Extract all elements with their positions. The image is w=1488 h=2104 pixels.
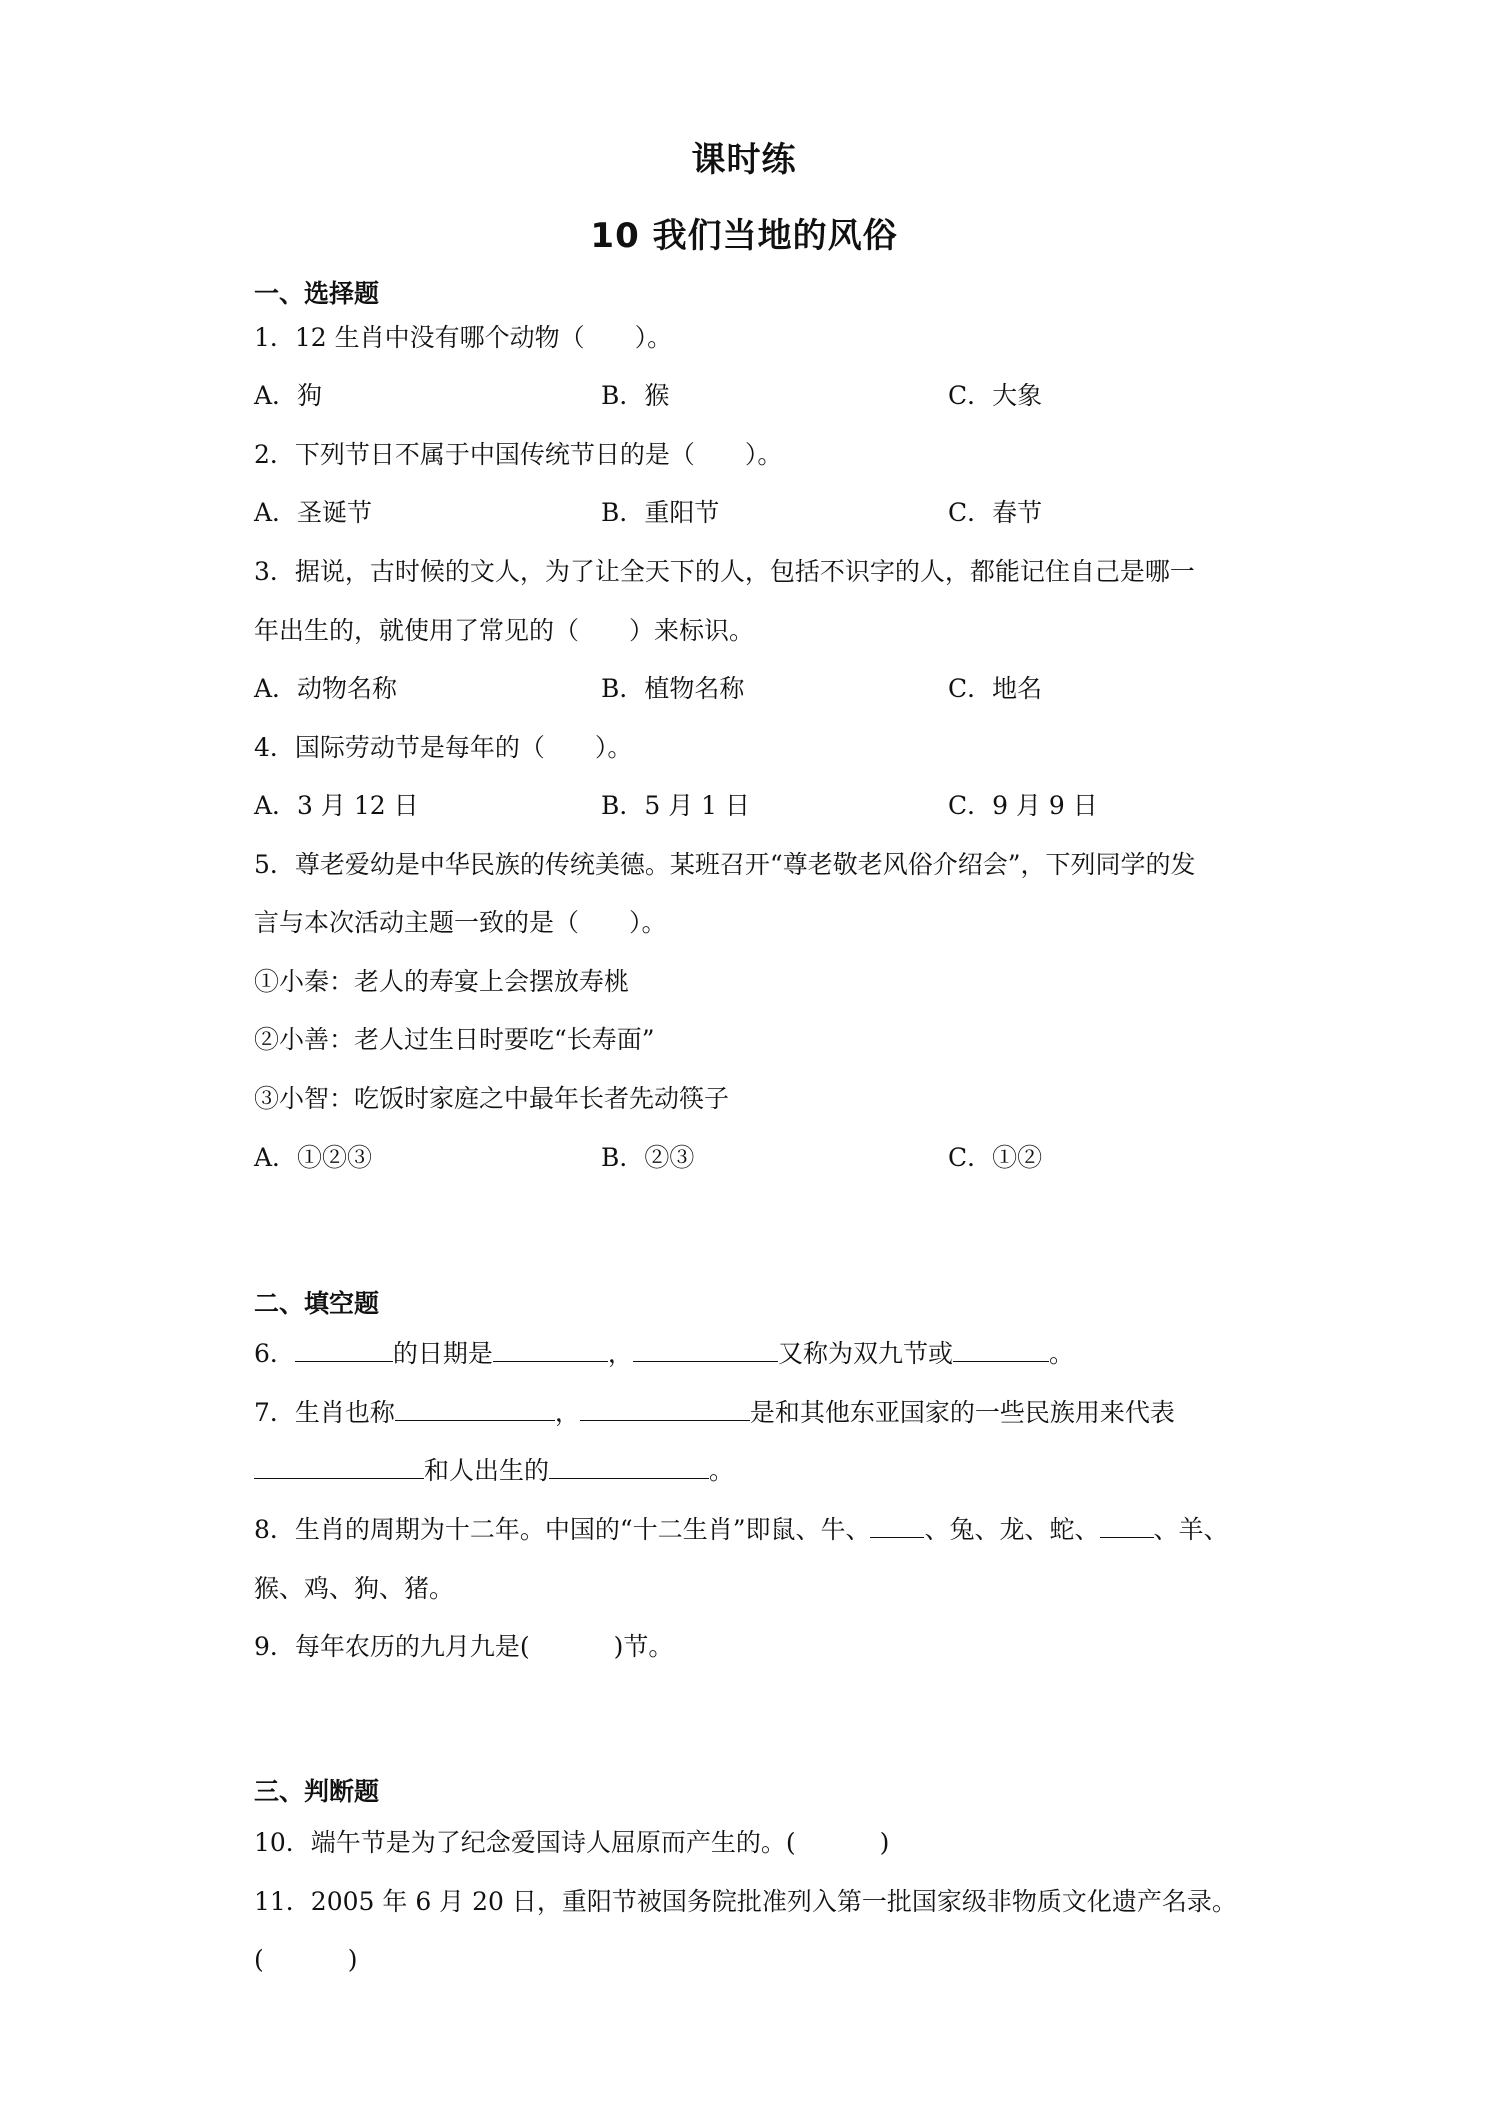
question-10-text: 10．端午节是为了纪念爱国诗人屈原而产生的。( <box>254 1828 796 1857</box>
answer-blank[interactable] <box>549 1456 709 1479</box>
section-heading-choice: 一、选择题 <box>254 279 380 308</box>
question-5-option-b: B．②③ <box>601 1143 695 1172</box>
question-5-stem-line-2: 言与本次活动主题一致的是（ ）。 <box>254 908 667 937</box>
question-11-line-1: 11．2005 年 6 月 20 日，重阳节被国务院批准列入第一批国家级非物质文化遗产名录。 <box>254 1887 1237 1916</box>
question-1-option-b: B．猴 <box>601 381 670 410</box>
question-2-option-a: A．圣诞节 <box>254 498 373 527</box>
answer-blank[interactable] <box>493 1339 608 1362</box>
answer-blank[interactable] <box>633 1339 778 1362</box>
question-2-stem: 2．下列节日不属于中国传统节日的是（ ）。 <box>254 440 783 469</box>
question-4-stem: 4．国际劳动节是每年的（ ）。 <box>254 733 633 762</box>
question-4-option-b: B．5 月 1 日 <box>601 791 751 820</box>
question-5-statement-2: ②小善：老人过生日时要吃“长寿面” <box>254 1025 655 1054</box>
question-2-option-c: C．春节 <box>948 498 1043 527</box>
question-6-text: ， <box>607 1339 633 1368</box>
question-6 <box>254 1339 1074 1369</box>
question-6-number: 6． <box>254 1339 295 1368</box>
answer-blank[interactable] <box>1100 1515 1154 1538</box>
question-10-text: ) <box>879 1828 890 1857</box>
question-7-text: 。 <box>709 1456 735 1485</box>
question-3-option-c: C．地名 <box>948 674 1043 703</box>
question-7-text: 是和其他东亚国家的一些民族用来代表 <box>749 1398 1175 1427</box>
page-subtitle: 10 我们当地的风俗 <box>590 216 898 256</box>
question-5-option-c: C．①② <box>948 1143 1043 1172</box>
question-8-line-1 <box>254 1515 1229 1545</box>
answer-blank[interactable] <box>953 1339 1049 1362</box>
question-8-line-2: 猴、鸡、狗、猪。 <box>254 1574 455 1603</box>
section-heading-judge: 三、判断题 <box>254 1777 380 1806</box>
question-3-stem-line-1: 3．据说，古时候的文人，为了让全天下的人，包括不识字的人，都能记住自己是哪一 <box>254 557 1195 586</box>
answer-blank[interactable] <box>295 1339 393 1362</box>
page-title: 课时练 <box>691 140 797 180</box>
question-11-text: ) <box>347 1945 358 1974</box>
question-1-stem: 1．12 生肖中没有哪个动物（ ）。 <box>254 323 673 352</box>
question-5-statement-3: ③小智：吃饭时家庭之中最年长者先动筷子 <box>254 1084 730 1113</box>
question-7-line-1 <box>254 1398 1175 1428</box>
question-5-option-a: A．①②③ <box>254 1143 373 1172</box>
question-8-text: 8．生肖的周期为十二年。中国的“十二生肖”即鼠、牛、 <box>254 1515 871 1544</box>
question-7-text: 7．生肖也称 <box>254 1398 395 1427</box>
question-9 <box>254 1632 673 1662</box>
question-9-text: 9．每年农历的九月九是( <box>254 1632 530 1661</box>
question-8-text: 、羊、 <box>1153 1515 1229 1544</box>
question-7-line-2 <box>254 1456 734 1486</box>
answer-blank[interactable] <box>395 1398 555 1421</box>
question-1-option-a: A．狗 <box>254 381 323 410</box>
question-4-option-c: C．9 月 9 日 <box>948 791 1098 820</box>
question-8-text: 、兔、龙、蛇、 <box>924 1515 1100 1544</box>
question-7-text: ， <box>554 1398 580 1427</box>
answer-blank[interactable] <box>254 1456 424 1479</box>
question-3-stem-line-2: 年出生的，就使用了常见的（ ）来标识。 <box>254 616 755 645</box>
question-6-text: 的日期是 <box>392 1339 493 1368</box>
question-11-line-2 <box>254 1945 358 1975</box>
question-6-text: 又称为双九节或 <box>777 1339 953 1368</box>
question-2-option-b: B．重阳节 <box>601 498 720 527</box>
answer-blank[interactable] <box>580 1398 750 1421</box>
question-7-text: 和人出生的 <box>424 1456 550 1485</box>
question-3-option-b: B．植物名称 <box>601 674 745 703</box>
question-6-text: 。 <box>1048 1339 1074 1368</box>
question-5-stem-line-1: 5．尊老爱幼是中华民族的传统美德。某班召开“尊老敬老风俗介绍会”，下列同学的发 <box>254 850 1196 879</box>
question-5-statement-1: ①小秦：老人的寿宴上会摆放寿桃 <box>254 967 630 996</box>
question-10 <box>254 1828 889 1858</box>
section-heading-fill: 二、填空题 <box>254 1289 380 1318</box>
question-4-option-a: A．3 月 12 日 <box>254 791 419 820</box>
question-1-option-c: C．大象 <box>948 381 1043 410</box>
question-9-text: )节。 <box>613 1632 674 1661</box>
question-3-option-a: A．动物名称 <box>254 674 398 703</box>
question-11-text: ( <box>254 1945 264 1974</box>
answer-blank[interactable] <box>870 1515 924 1538</box>
